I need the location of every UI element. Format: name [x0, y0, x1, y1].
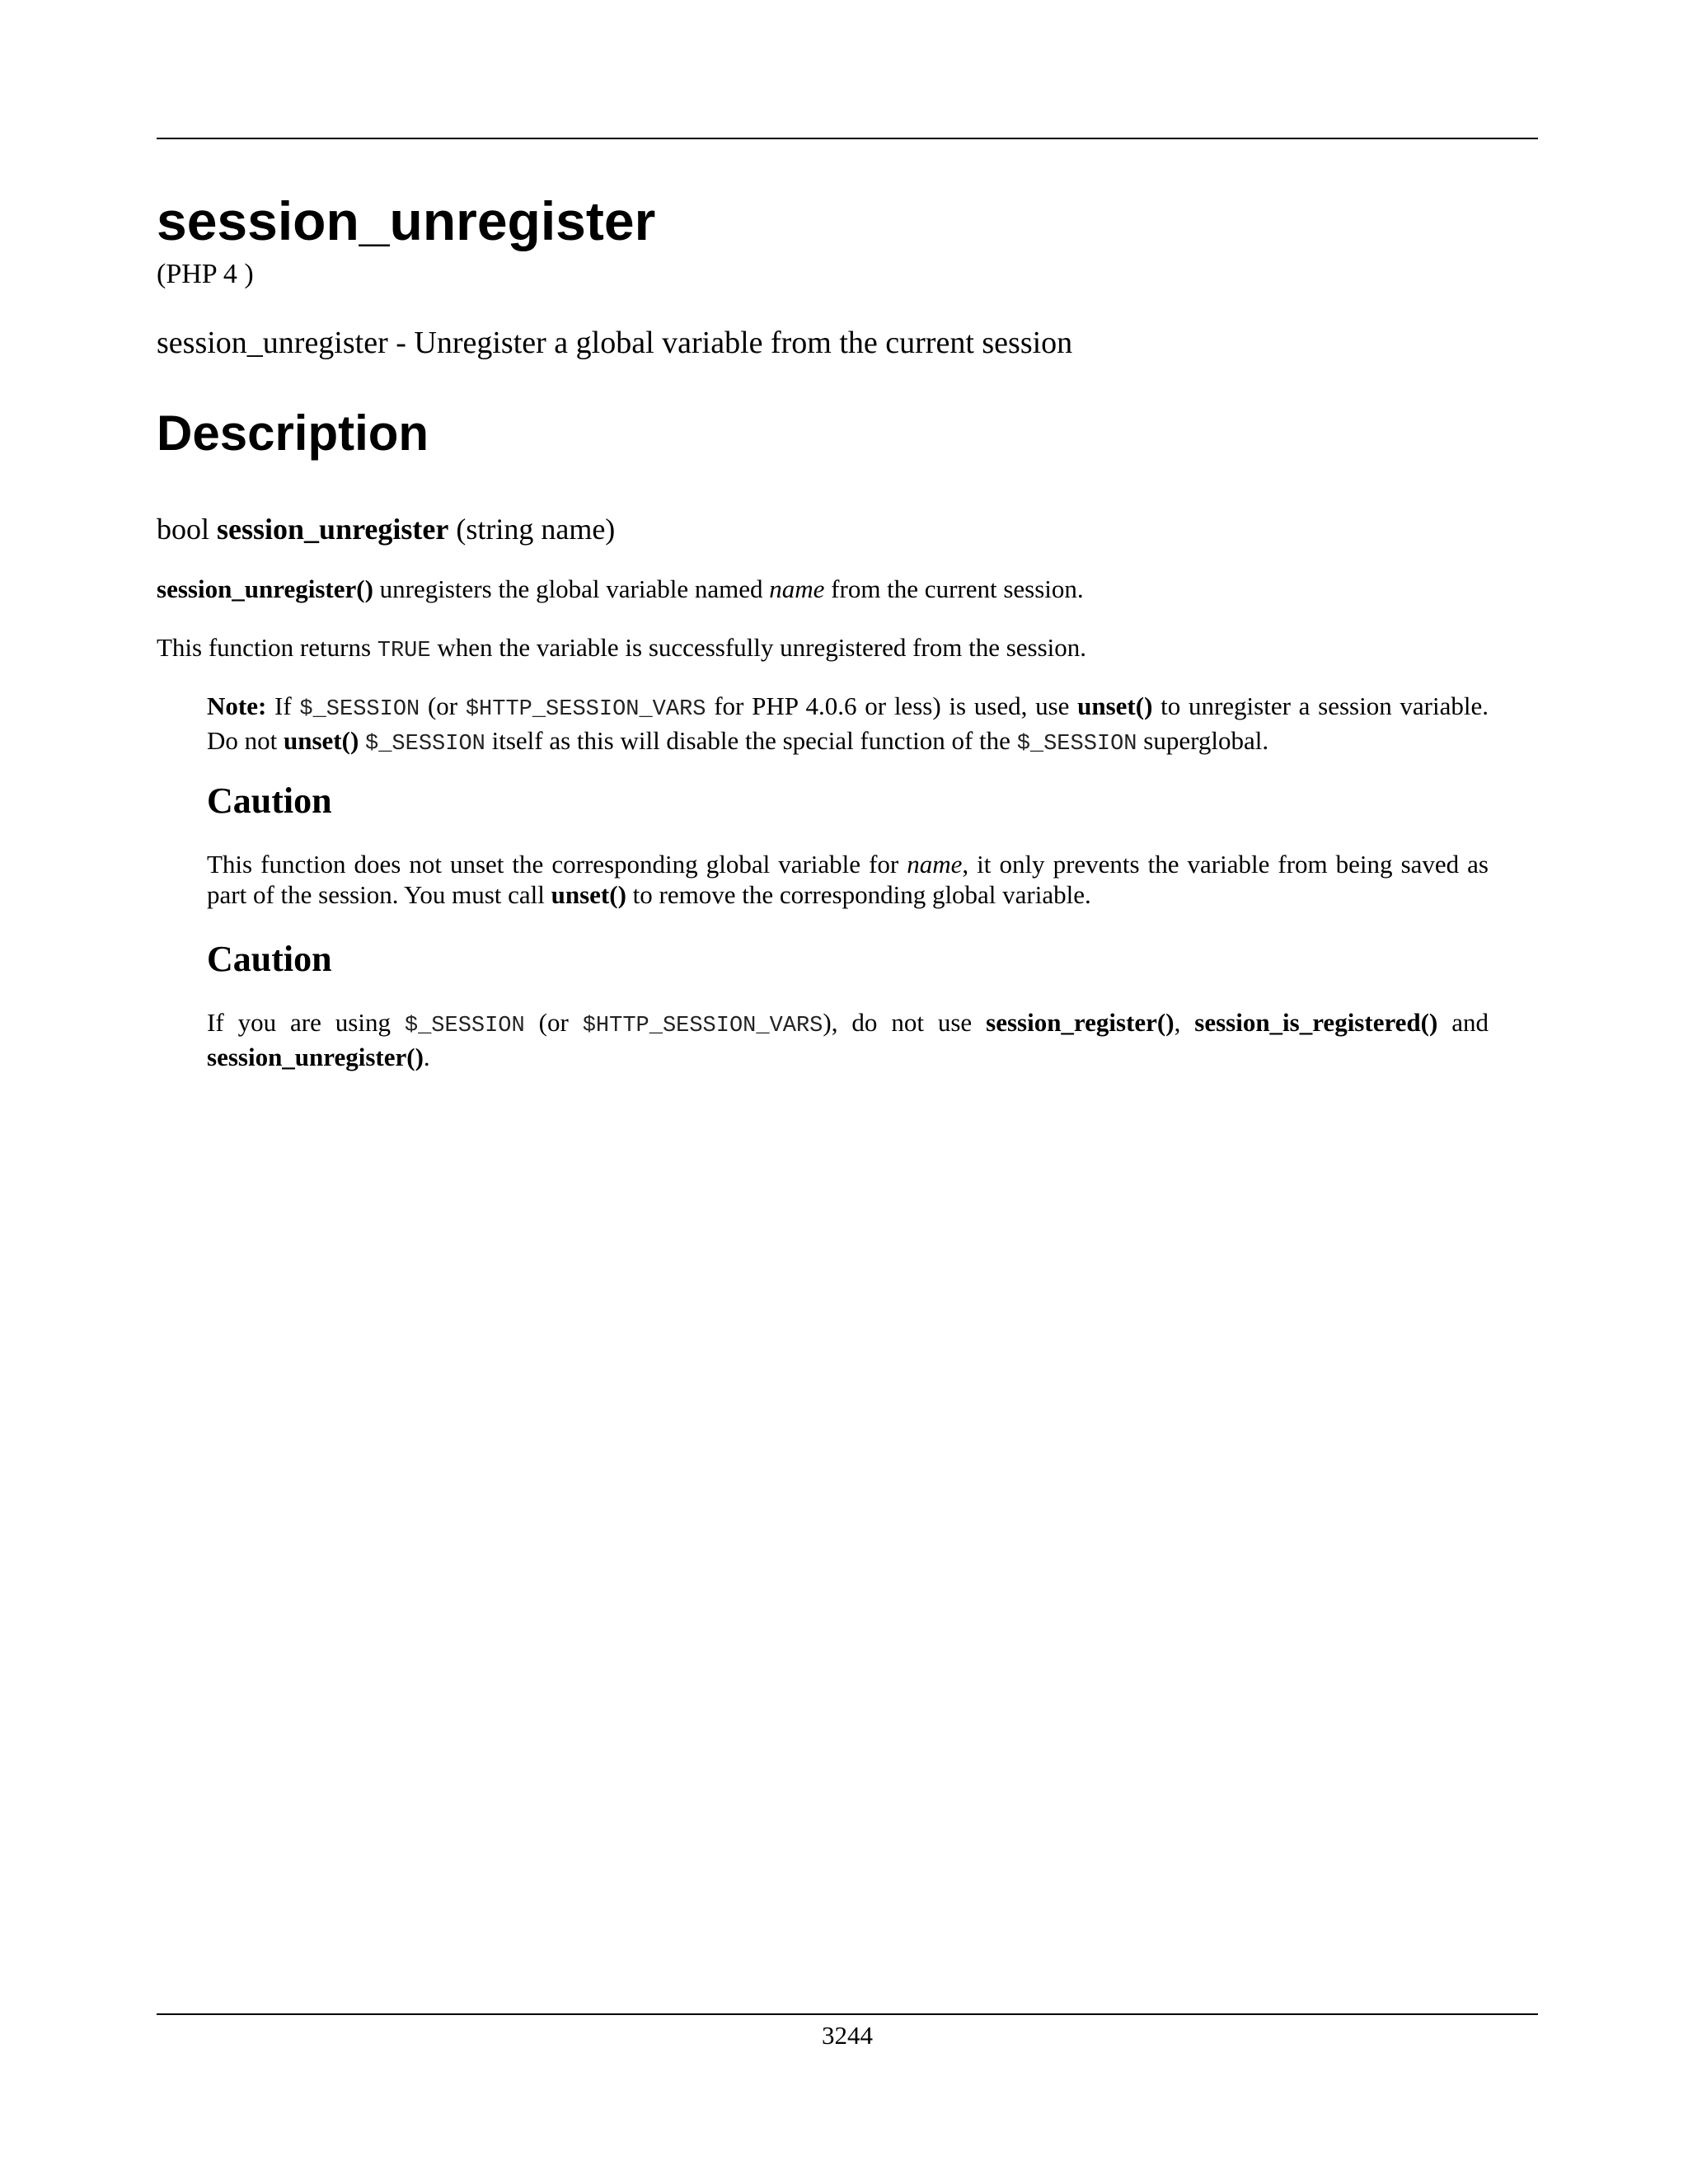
caution-paragraph	[207, 1007, 1489, 1072]
function-ref: unset()	[1077, 691, 1153, 720]
caution-heading: Caution	[207, 780, 332, 821]
page	[157, 0, 1538, 2184]
text: If you are using	[207, 1008, 405, 1037]
footer-rule	[157, 2013, 1538, 2015]
text: This function does not unset the corresponding global variable for	[207, 850, 907, 879]
description-paragraph	[157, 574, 1538, 604]
text: unregisters the global variable named	[373, 574, 770, 603]
caution-paragraph	[207, 849, 1489, 910]
parameter-ref: name	[907, 850, 963, 879]
code-ref: $HTTP_SESSION_VARS	[465, 697, 706, 722]
text: , it only prevents the variable from being saved as part of the session. You must call	[207, 850, 1489, 909]
text: and	[1437, 1008, 1489, 1037]
code-ref: $_SESSION	[299, 697, 420, 722]
function-ref: session_unregister()	[207, 1043, 424, 1071]
function-ref: session_unregister()	[157, 574, 373, 603]
code-ref: $_SESSION	[404, 1014, 525, 1038]
text: for PHP 4.0.6 or less) is used, use	[706, 691, 1078, 720]
version-info: (PHP 4 )	[157, 259, 254, 289]
text: This function returns	[157, 633, 377, 662]
code-ref: $_SESSION	[1016, 732, 1137, 757]
page-title: session_unregister	[157, 190, 656, 251]
return-paragraph	[157, 632, 1538, 667]
function-name: session_unregister	[217, 513, 449, 546]
function-ref: unset()	[284, 726, 359, 755]
text: .	[423, 1043, 430, 1071]
text: from the current session.	[824, 574, 1084, 603]
note-block	[207, 691, 1489, 760]
code-ref: $_SESSION	[365, 732, 485, 757]
code-ref: $HTTP_SESSION_VARS	[582, 1014, 823, 1038]
function-ref: unset()	[551, 880, 626, 909]
parameter-ref: name	[769, 574, 825, 603]
page-number: 3244	[822, 2021, 873, 2050]
note-label: Note:	[207, 691, 267, 720]
text: (or	[420, 691, 466, 720]
constant-ref: TRUE	[377, 639, 431, 663]
text: itself as this will disable the special function of the	[485, 726, 1017, 755]
text: If	[266, 691, 300, 720]
function-synopsis	[157, 511, 615, 547]
caution-heading: Caution	[207, 939, 332, 979]
header-rule	[157, 138, 1538, 139]
text: to remove the corresponding global variable.	[626, 880, 1091, 909]
function-ref: session_register()	[986, 1008, 1175, 1037]
text: to unregister a session variable. Do not	[207, 691, 1489, 755]
text: ), do not use	[823, 1008, 987, 1037]
function-ref: session_is_registered()	[1194, 1008, 1438, 1037]
function-params: (string name)	[456, 513, 616, 546]
text: superglobal.	[1137, 726, 1269, 755]
text: when the variable is successfully unregistered from the session.	[430, 633, 1087, 662]
description-heading: Description	[157, 405, 429, 461]
text	[359, 726, 365, 755]
return-type: bool	[157, 513, 210, 546]
text: (or	[524, 1008, 583, 1037]
text: ,	[1174, 1008, 1195, 1037]
ref-purpose: session_unregister - Unregister a global variable from the current session	[157, 326, 1073, 360]
